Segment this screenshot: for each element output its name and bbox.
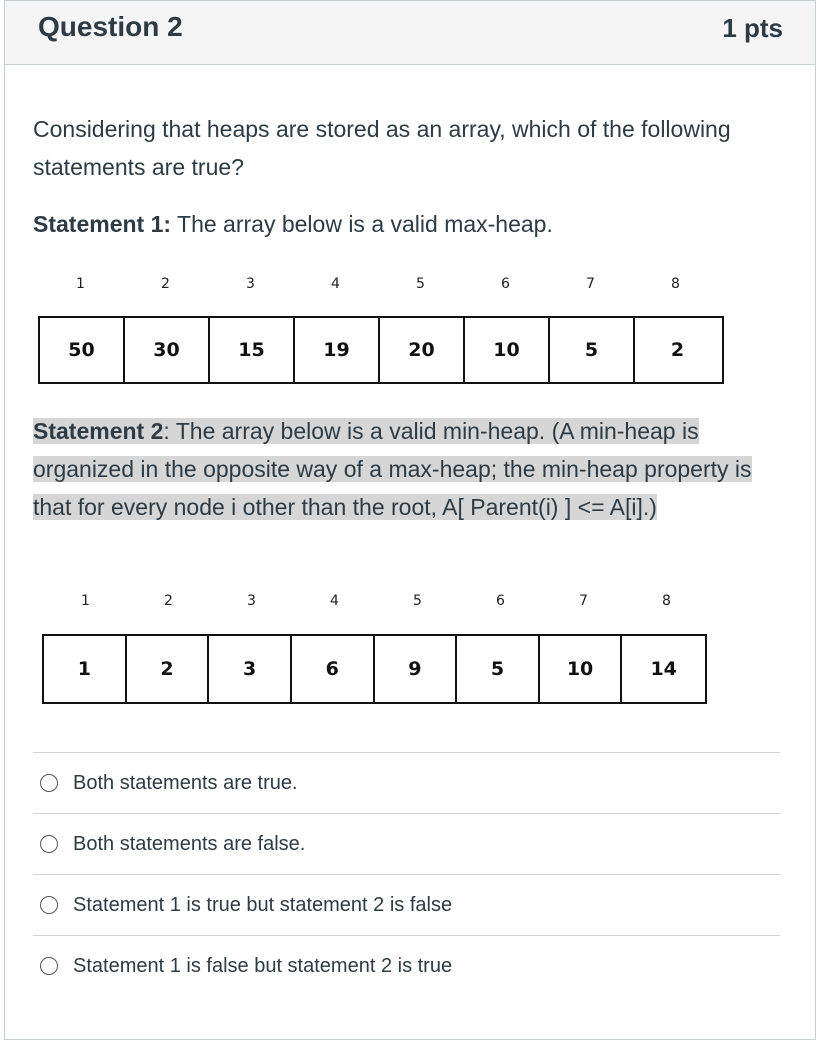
question-points: 1 pts: [722, 13, 783, 43]
answer-label[interactable]: Both statements are true.: [73, 771, 298, 794]
array-cell: 5: [457, 636, 540, 702]
array-cell: 1: [44, 636, 127, 702]
array-index: 7: [586, 276, 595, 292]
max-heap-array: [38, 316, 724, 384]
max-heap-index-row: [38, 276, 718, 292]
array-cell: 2: [670, 339, 685, 361]
array-cell: 14: [650, 658, 677, 680]
array-cell: 19: [295, 318, 380, 382]
answer-option[interactable]: [33, 874, 780, 935]
array-index: 8: [662, 593, 671, 609]
array-index: 3: [246, 276, 255, 292]
array-cell: 3: [209, 636, 292, 702]
statement-1-label: Statement 1:: [33, 211, 172, 237]
array-cell: 5: [550, 318, 635, 382]
array-cell: 30: [125, 318, 210, 382]
array-cell: 10: [540, 636, 623, 702]
radio-button[interactable]: [40, 774, 58, 792]
array-index: 7: [579, 593, 588, 609]
array-index: 8: [671, 276, 680, 292]
array-cell: 50: [40, 318, 125, 382]
array-cell: 2: [127, 636, 210, 702]
question-title: Question 2: [38, 11, 183, 42]
array-index: 2: [161, 276, 170, 292]
array-index: 1: [81, 593, 90, 609]
array-cell: 15: [210, 318, 295, 382]
min-heap-index-row: [44, 593, 708, 609]
question-prompt: Considering that heaps are stored as an array, which of the following statements are true?: [33, 116, 731, 180]
array-index: 3: [247, 593, 256, 609]
array-index: 4: [330, 593, 339, 609]
array-index: 1: [76, 276, 85, 292]
array-cell: 10: [465, 318, 550, 382]
array-index: 4: [331, 276, 340, 292]
statement-1: [33, 205, 553, 243]
array-index: 5: [413, 593, 422, 609]
array-index: 5: [416, 276, 425, 292]
answer-label[interactable]: Statement 1 is true but statement 2 is false: [73, 893, 453, 916]
array-cell: 20: [380, 318, 465, 382]
array-cell: 9: [375, 636, 458, 702]
array-index: 6: [496, 593, 505, 609]
question-header: [5, 1, 815, 65]
statement-1-text: The array below is a valid max-heap.: [171, 211, 553, 237]
statement-2-text: : The array below is a valid min-heap. (A min-heap is organized in the opposite way of a max-heap; the min-heap property is that for every node i other than the root, A[ Parent(i) ] <= A[i].): [33, 418, 752, 520]
radio-button[interactable]: [40, 835, 58, 853]
radio-button[interactable]: [40, 896, 58, 914]
answer-label[interactable]: Both statements are false.: [73, 832, 306, 855]
answer-option[interactable]: [33, 935, 780, 996]
array-index: 6: [501, 276, 510, 292]
min-heap-array: [42, 634, 707, 704]
statement-2-label: Statement 2: [33, 418, 164, 444]
statement-2: [33, 412, 773, 526]
answer-list: [33, 752, 780, 996]
radio-button[interactable]: [40, 957, 58, 975]
answer-option[interactable]: [33, 752, 780, 813]
answer-option[interactable]: [33, 813, 780, 874]
array-index: 2: [164, 593, 173, 609]
answer-label[interactable]: Statement 1 is false but statement 2 is true: [73, 954, 453, 977]
array-cell: 6: [292, 636, 375, 702]
